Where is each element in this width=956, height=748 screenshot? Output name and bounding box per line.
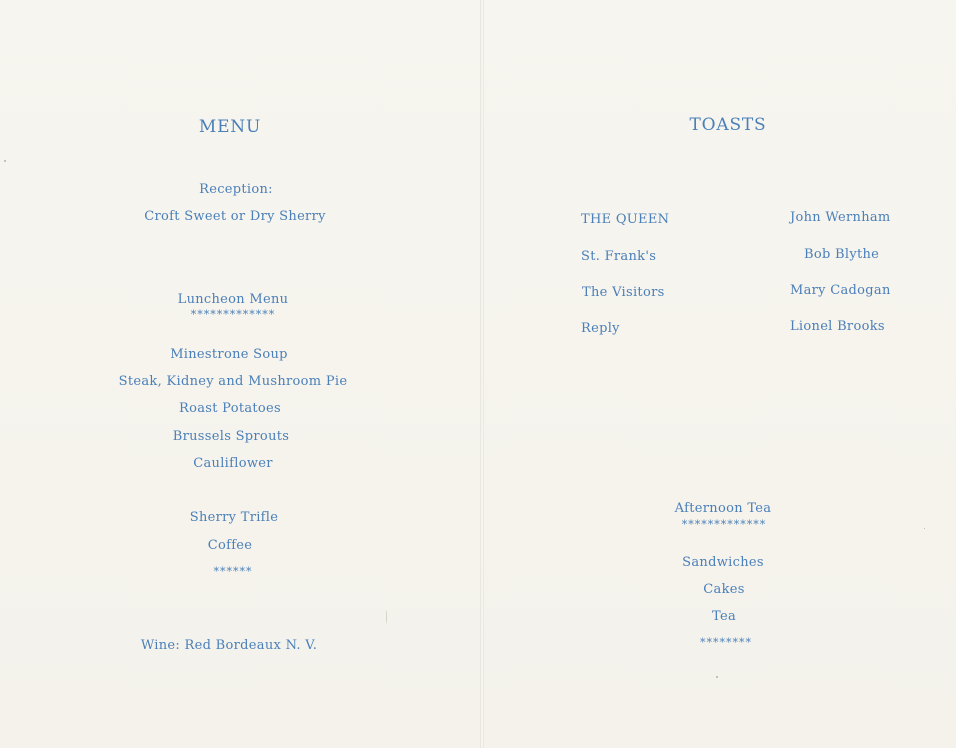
toast-name: Reply bbox=[581, 321, 620, 336]
tea-item: Tea bbox=[711, 609, 737, 624]
menu-title: MENU bbox=[198, 117, 262, 137]
paper-speck bbox=[716, 676, 718, 678]
toast-name: THE QUEEN bbox=[581, 212, 670, 227]
luncheon-label: Luncheon Menu bbox=[177, 292, 289, 307]
paper-speck bbox=[4, 160, 6, 162]
toast-speaker: Bob Blythe bbox=[804, 247, 880, 262]
paper-mark bbox=[386, 610, 387, 624]
menu-item: Roast Potatoes bbox=[178, 401, 282, 416]
menu-item: Minestrone Soup bbox=[170, 347, 288, 362]
menu-item: Cauliflower bbox=[193, 456, 273, 471]
tea-item: Cakes bbox=[703, 582, 745, 597]
menu-item: Steak, Kidney and Mushroom Pie bbox=[118, 374, 348, 389]
toast-name: The Visitors bbox=[582, 285, 665, 300]
paper-speck bbox=[924, 528, 925, 529]
toast-speaker: Lionel Brooks bbox=[790, 319, 885, 334]
afternoon-tea-stars: ************* bbox=[681, 518, 767, 531]
dessert-stars: ****** bbox=[213, 565, 253, 578]
dessert-item: Coffee bbox=[207, 538, 253, 553]
reception-label: Reception: bbox=[199, 182, 273, 197]
reception-drink: Croft Sweet or Dry Sherry bbox=[144, 209, 326, 224]
dessert-item: Sherry Trifle bbox=[189, 510, 279, 525]
wine-line: Wine: Red Bordeaux N. V. bbox=[140, 638, 318, 653]
menu-item: Brussels Sprouts bbox=[172, 429, 290, 444]
toast-speaker: Mary Cadogan bbox=[790, 283, 891, 298]
toasts-page bbox=[484, 0, 956, 748]
luncheon-stars: ************* bbox=[190, 308, 276, 321]
toast-speaker: John Wernham bbox=[790, 210, 891, 225]
tea-item: Sandwiches bbox=[682, 555, 764, 570]
toast-name: St. Frank's bbox=[581, 249, 657, 264]
toasts-title: TOASTS bbox=[689, 115, 767, 135]
afternoon-tea-label: Afternoon Tea bbox=[674, 501, 772, 516]
tea-end-stars: ******** bbox=[700, 636, 752, 649]
